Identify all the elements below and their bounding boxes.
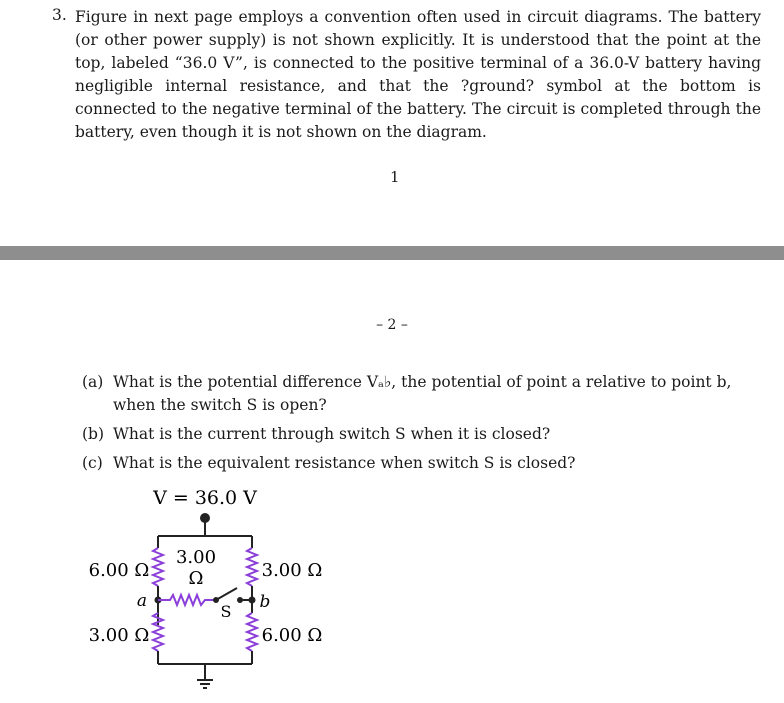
page-separator <box>0 246 784 260</box>
node-b-label: b <box>259 592 271 612</box>
resistor-top-right <box>247 548 257 586</box>
resistor-label-top-right: 3.00 Ω <box>261 560 323 581</box>
resistor-label-bottom-left: 3.00 Ω <box>88 625 150 646</box>
resistor-label-top-left: 6.00 Ω <box>88 560 150 581</box>
part-text: What is the equivalent resistance when switch S is closed? <box>113 454 576 472</box>
resistor-label-middle-value: 3.00 <box>175 547 217 568</box>
problem-statement: Figure in next page employs a convention often used in circuit diagrams. The battery (or other power supply) is not shown explicitly. It is understood that the point at the top, labeled “36.0 V”, is connected to the positive terminal of a 36.0-V battery having negligible internal resistance, and that the ?ground? symbol at the bottom is connected to the negative terminal of the battery. The circuit is completed through the battery, even though it is not shown on the diagram. <box>75 8 761 141</box>
resistor-middle <box>158 595 214 605</box>
page-2 <box>0 260 784 703</box>
part-label: (c) <box>82 454 103 472</box>
part-text: What is the potential difference Vₐ♭, the potential of point a relative to point b, when the switch S is open? <box>113 373 732 414</box>
ground-icon <box>197 680 213 688</box>
resistor-bottom-right <box>247 613 257 651</box>
page-number-1: 1 <box>390 168 400 186</box>
node-b-dot <box>249 597 256 604</box>
problem-number: 3. <box>52 6 67 24</box>
resistor-top-left <box>153 548 163 586</box>
part-label: (b) <box>82 425 105 443</box>
page-number-2: – 2 – <box>376 317 408 333</box>
circuit-diagram <box>0 260 784 703</box>
voltage-label: V = 36.0 V <box>153 487 257 509</box>
resistor-label-middle-unit: Ω <box>188 568 204 589</box>
page-1 <box>0 0 784 246</box>
part-text: What is the current through switch S when it is closed? <box>113 425 551 443</box>
switch-blade <box>216 588 237 600</box>
node-a-label: a <box>136 591 148 611</box>
switch-label: S <box>220 602 232 621</box>
part-label: (a) <box>82 373 104 391</box>
resistor-bottom-left <box>153 613 163 651</box>
resistor-label-bottom-right: 6.00 Ω <box>261 625 323 646</box>
